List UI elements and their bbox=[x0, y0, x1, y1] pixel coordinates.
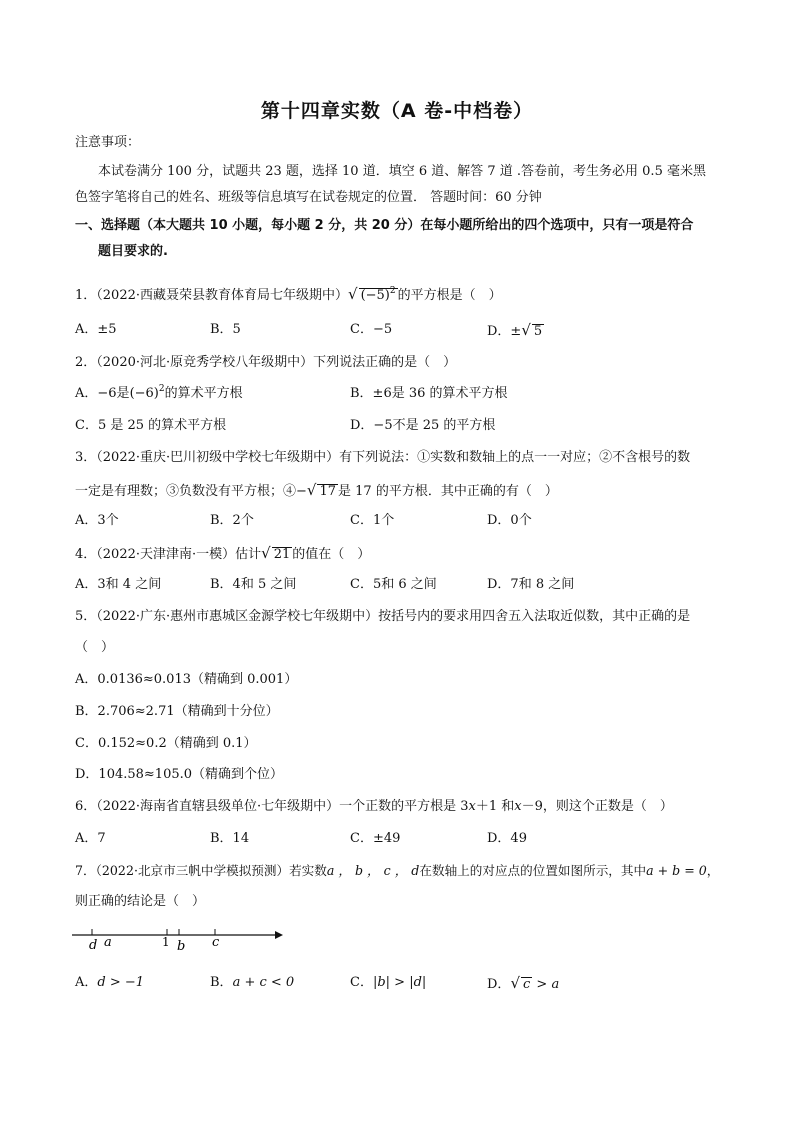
q1-sqrt: √ $(-5)^2$ bbox=[348, 285, 396, 303]
q6-option-a: A．7 bbox=[75, 831, 106, 846]
q2-a-base: (−6) bbox=[129, 386, 159, 401]
q4-option-c: C．5和 6 之间 bbox=[350, 577, 437, 592]
page-title: 第十四章实数（A 卷-中档卷） bbox=[260, 100, 534, 122]
q1-option-a: A．±5 bbox=[75, 322, 117, 337]
q7-option-a bbox=[75, 974, 144, 992]
q2-option-a bbox=[75, 385, 243, 403]
q6-mid: ＋1 和 bbox=[475, 799, 515, 814]
question-7-line-2: 则正确的结论是（ ） bbox=[75, 894, 206, 909]
q3-option-c: C．1个 bbox=[350, 513, 395, 528]
q6-option-d: D．49 bbox=[487, 831, 527, 846]
question-3-line-1: 3．（2022·重庆·巴川初级中学校七年级期中）有下列说法：①实数和数轴上的点一一对应；②不含根号的数 bbox=[75, 450, 691, 465]
q7-end: ， bbox=[706, 863, 720, 878]
q1-option-c: C．−5 bbox=[350, 322, 393, 337]
q4-prefix: 4．（2022·天津津南·一模）估计 bbox=[75, 547, 262, 562]
notice-heading: 注意事项： bbox=[75, 135, 141, 150]
q7-a-expr: d > −1 bbox=[97, 975, 145, 990]
q6-var-x1: x bbox=[468, 799, 476, 814]
question-6-stem bbox=[75, 798, 673, 816]
section-heading: 一、选择题（本大题共 10 小题，每小题 2 分，共 20 分）在每小题所给出的四个选项中，只有一项是符合 bbox=[75, 218, 694, 233]
q5-option-c: C．0.152≈0.2（精确到 0.1） bbox=[75, 736, 257, 751]
q4-option-a: A．3和 4 之间 bbox=[75, 577, 162, 592]
question-1-stem bbox=[75, 285, 502, 305]
q7-a-label: A． bbox=[75, 975, 98, 990]
q1-prefix: 1．（2022·西藏聂荣县教育体育局七年级期中） bbox=[75, 288, 348, 303]
q7-b-expr: a + c < 0 bbox=[232, 975, 295, 990]
q7-vars: a ， b ， c ， d bbox=[326, 863, 420, 878]
label-d: d bbox=[89, 938, 98, 953]
question-2-stem: 2．（2020·河北·原竞秀学校八年级期中）下列说法正确的是（ ） bbox=[75, 355, 457, 370]
label-c: c bbox=[212, 935, 220, 950]
notice-line-2: 色签字笔将自己的姓名、班级等信息填写在试卷规定的位置． 答题时间：60 分钟 bbox=[75, 190, 542, 205]
q5-option-b: B．2.706≈2.71（精确到十分位） bbox=[75, 704, 279, 719]
question-7-line-1 bbox=[75, 862, 719, 880]
q1-exp: 2 bbox=[389, 286, 396, 296]
q7-c-expr: |b| > |d| bbox=[372, 975, 427, 990]
q6-suffix: －9，则这个正数是（ ） bbox=[521, 799, 673, 814]
q2-option-c: C．5 是 25 的算术平方根 bbox=[75, 418, 227, 433]
q4-option-b: B．4和 5 之间 bbox=[210, 577, 297, 592]
q6-option-b: B．14 bbox=[210, 831, 250, 846]
q4-radicand: 21 bbox=[273, 547, 291, 562]
q4-suffix: 的值在（ ） bbox=[292, 547, 371, 562]
label-1: 1 bbox=[162, 935, 170, 949]
q7-equation: a + b = 0 bbox=[646, 863, 707, 878]
label-b: b bbox=[177, 939, 186, 954]
q7-mid: 在数轴上的对应点的位置如图所示，其中 bbox=[419, 863, 647, 878]
q2-a-suffix: 的算术平方根 bbox=[164, 386, 243, 401]
q1-suffix: 的平方根是（ ） bbox=[397, 288, 502, 303]
q1-option-b: B．5 bbox=[210, 322, 241, 337]
q3-radicand: 17 bbox=[319, 484, 337, 499]
q6-option-c: C．±49 bbox=[350, 831, 401, 846]
number-line-arrow-icon bbox=[275, 931, 283, 939]
q6-prefix: 6．（2022·海南省直辖县级单位·七年级期中）一个正数的平方根是 3 bbox=[75, 799, 469, 814]
q7-prefix: 7．（2022·北京市三帆中学模拟预测）若实数 bbox=[75, 863, 327, 878]
q3-suffix: 是 17 的平方根．其中正确的有（ ） bbox=[338, 484, 558, 499]
q4-option-d: D．7和 8 之间 bbox=[487, 577, 575, 592]
q1-d-radicand: 5 bbox=[533, 324, 543, 339]
q5-option-d: D．104.58≈105.0（精确到个位） bbox=[75, 767, 284, 782]
q3-option-a: A．3个 bbox=[75, 513, 119, 528]
q7-option-d: D．√ c > a bbox=[487, 974, 560, 992]
q1-d-prefix: D．± bbox=[487, 324, 522, 339]
q3-option-b: B．2个 bbox=[210, 513, 254, 528]
q1-radicand: (−5) bbox=[360, 288, 390, 303]
q2-option-d: D．−5不是 25 的平方根 bbox=[350, 418, 496, 433]
question-4-stem: 4．（2022·天津津南·一模）估计√ 21 的值在（ ） bbox=[75, 544, 371, 562]
q7-option-b bbox=[210, 974, 294, 992]
q7-d-label: D． bbox=[487, 977, 511, 992]
q2-a-exp: 2 bbox=[158, 384, 165, 394]
q6-var-x2: x bbox=[514, 799, 522, 814]
q1-option-d: D．±√ 5 bbox=[487, 321, 543, 339]
q7-d-radicand: c bbox=[523, 977, 531, 992]
q7-d-tail: > a bbox=[532, 977, 560, 992]
notice-line-1: 本试卷满分 100 分，试题共 23 题，选择 10 道．填空 6 道、解答 7 道 .答卷前，考生务必用 0.5 毫米黑 bbox=[98, 164, 706, 179]
question-5-line-1: 5．（2022·广东·惠州市惠城区金源学校七年级期中）按括号内的要求用四舍五入法取近似数，其中正确的是 bbox=[75, 609, 691, 624]
q2-option-b: B．±6是 36 的算术平方根 bbox=[350, 386, 508, 401]
q7-c-label: C． bbox=[350, 975, 373, 990]
q3-option-d: D．0个 bbox=[487, 513, 532, 528]
q7-b-label: B． bbox=[210, 975, 233, 990]
q5-option-a: A．0.0136≈0.013（精确到 0.001） bbox=[75, 672, 298, 687]
question-5-line-2: （ ） bbox=[75, 640, 115, 655]
question-3-line-2: 一定是有理数；③负数没有平方根；④−√ 17 是 17 的平方根．其中正确的有（ ） bbox=[75, 481, 558, 499]
label-a: a bbox=[104, 935, 112, 950]
number-line-figure bbox=[70, 926, 285, 956]
q3-prefix: 一定是有理数；③负数没有平方根；④− bbox=[75, 484, 307, 499]
q7-option-c bbox=[350, 974, 426, 992]
q2-a-prefix: A．−6是 bbox=[75, 386, 130, 401]
section-heading-cont: 题目要求的. bbox=[98, 244, 168, 259]
